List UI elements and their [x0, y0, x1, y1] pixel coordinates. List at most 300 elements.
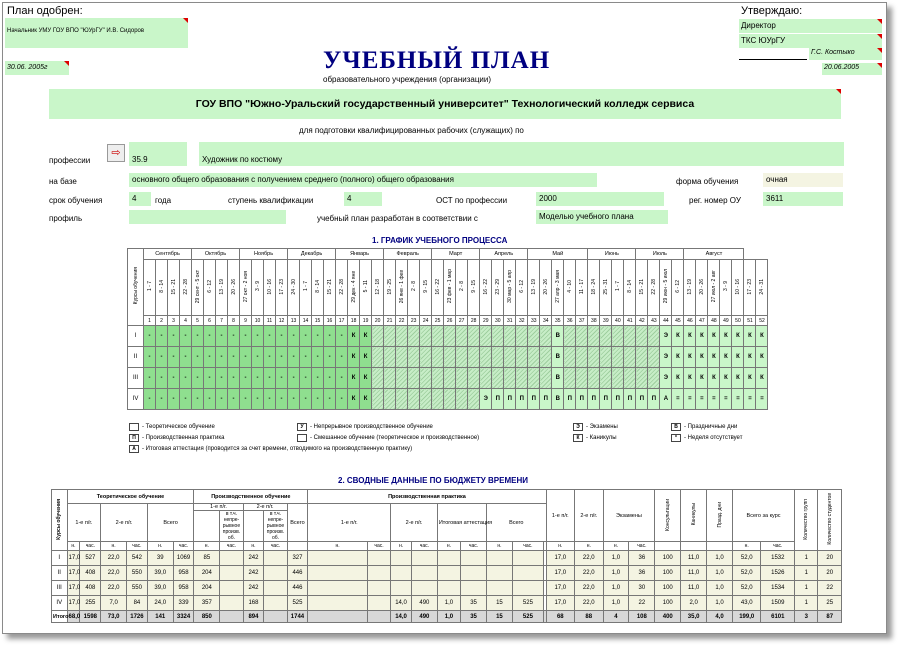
schedule-cell[interactable] — [528, 326, 540, 347]
schedule-cell[interactable] — [408, 389, 420, 410]
budget-cell[interactable]: 25 — [818, 596, 842, 611]
schedule-cell[interactable]: - — [228, 389, 240, 410]
budget-cell[interactable]: 1509 — [761, 596, 795, 611]
budget-cell[interactable]: 11,0 — [681, 581, 707, 596]
budget-cell[interactable]: 2,0 — [681, 596, 707, 611]
schedule-cell[interactable]: К — [672, 368, 684, 389]
budget-cell[interactable]: 39,0 — [147, 566, 173, 581]
budget-cell[interactable]: 85 — [194, 551, 220, 566]
budget-cell[interactable]: 1534 — [761, 581, 795, 596]
base-value[interactable]: основного общего образования с получением среднего (полного) общего образования — [129, 173, 597, 187]
budget-cell[interactable]: 15 — [487, 596, 513, 611]
schedule-cell[interactable]: К — [696, 347, 708, 368]
budget-cell[interactable]: 550 — [127, 566, 148, 581]
schedule-cell[interactable]: П — [504, 389, 516, 410]
budget-cell[interactable] — [487, 581, 513, 596]
budget-cell[interactable]: 1 — [795, 551, 818, 566]
schedule-cell[interactable]: - — [192, 347, 204, 368]
schedule-cell[interactable]: В — [552, 347, 564, 368]
schedule-cell[interactable] — [504, 368, 516, 389]
schedule-cell[interactable] — [540, 326, 552, 347]
schedule-cell[interactable] — [564, 368, 576, 389]
schedule-cell[interactable]: - — [252, 368, 264, 389]
schedule-cell[interactable]: К — [684, 347, 696, 368]
schedule-cell[interactable] — [372, 347, 384, 368]
budget-cell[interactable] — [391, 566, 412, 581]
schedule-cell[interactable]: - — [144, 347, 156, 368]
schedule-cell[interactable] — [384, 368, 396, 389]
schedule-cell[interactable] — [468, 389, 480, 410]
schedule-cell[interactable] — [648, 368, 660, 389]
schedule-cell[interactable]: - — [252, 389, 264, 410]
budget-cell[interactable]: 327 — [287, 551, 308, 566]
schedule-cell[interactable] — [540, 347, 552, 368]
schedule-cell[interactable]: П — [624, 389, 636, 410]
schedule-cell[interactable]: К — [744, 326, 756, 347]
budget-cell[interactable]: 1532 — [761, 551, 795, 566]
budget-cell[interactable]: 36 — [629, 551, 655, 566]
schedule-cell[interactable]: - — [204, 347, 216, 368]
schedule-cell[interactable] — [480, 347, 492, 368]
schedule-cell[interactable] — [468, 326, 480, 347]
schedule-cell[interactable]: П — [492, 389, 504, 410]
schedule-cell[interactable]: - — [324, 389, 336, 410]
schedule-cell[interactable]: К — [360, 389, 372, 410]
budget-cell[interactable]: 958 — [173, 566, 194, 581]
schedule-cell[interactable] — [420, 368, 432, 389]
budget-cell[interactable]: 84 — [127, 596, 148, 611]
schedule-cell[interactable]: П — [528, 389, 540, 410]
schedule-cell[interactable]: - — [204, 389, 216, 410]
schedule-cell[interactable]: - — [168, 326, 180, 347]
schedule-cell[interactable]: К — [360, 368, 372, 389]
budget-cell[interactable] — [512, 551, 543, 566]
schedule-cell[interactable]: - — [264, 326, 276, 347]
schedule-cell[interactable] — [504, 347, 516, 368]
schedule-cell[interactable]: = — [756, 389, 768, 410]
schedule-cell[interactable]: П — [516, 389, 528, 410]
budget-cell[interactable] — [461, 551, 487, 566]
budget-cell[interactable] — [264, 596, 287, 611]
schedule-cell[interactable]: - — [276, 368, 288, 389]
schedule-cell[interactable]: - — [192, 326, 204, 347]
budget-cell[interactable]: 1,0 — [707, 581, 733, 596]
budget-cell[interactable]: 35 — [461, 596, 487, 611]
budget-cell[interactable]: 22,0 — [575, 581, 603, 596]
budget-cell[interactable]: 22,0 — [101, 551, 127, 566]
schedule-cell[interactable] — [576, 368, 588, 389]
plan-value[interactable]: Моделью учебного плана — [536, 210, 668, 224]
budget-cell[interactable] — [220, 596, 243, 611]
schedule-cell[interactable]: - — [300, 389, 312, 410]
schedule-cell[interactable]: = — [672, 389, 684, 410]
budget-cell[interactable]: 17,0 — [67, 566, 80, 581]
schedule-cell[interactable]: К — [732, 368, 744, 389]
schedule-cell[interactable] — [528, 368, 540, 389]
schedule-cell[interactable]: К — [672, 347, 684, 368]
schedule-cell[interactable]: - — [300, 326, 312, 347]
schedule-cell[interactable] — [648, 347, 660, 368]
budget-cell[interactable]: 39 — [147, 551, 173, 566]
schedule-cell[interactable] — [420, 326, 432, 347]
schedule-cell[interactable]: - — [180, 389, 192, 410]
schedule-cell[interactable] — [516, 368, 528, 389]
budget-cell[interactable]: 22 — [818, 581, 842, 596]
schedule-cell[interactable] — [624, 347, 636, 368]
budget-cell[interactable]: 22,0 — [575, 551, 603, 566]
schedule-cell[interactable] — [588, 368, 600, 389]
schedule-cell[interactable]: К — [348, 347, 360, 368]
schedule-cell[interactable] — [396, 347, 408, 368]
budget-cell[interactable]: 17,0 — [546, 566, 574, 581]
schedule-cell[interactable]: В — [552, 389, 564, 410]
budget-cell[interactable] — [437, 566, 460, 581]
budget-cell[interactable]: 242 — [243, 566, 264, 581]
schedule-cell[interactable]: - — [180, 368, 192, 389]
schedule-cell[interactable]: К — [348, 389, 360, 410]
schedule-cell[interactable]: - — [240, 389, 252, 410]
schedule-cell[interactable]: - — [264, 368, 276, 389]
budget-cell[interactable] — [487, 566, 513, 581]
schedule-cell[interactable]: - — [324, 347, 336, 368]
schedule-cell[interactable] — [492, 347, 504, 368]
budget-cell[interactable]: 527 — [80, 551, 101, 566]
budget-cell[interactable] — [487, 551, 513, 566]
schedule-cell[interactable]: К — [696, 368, 708, 389]
budget-cell[interactable]: 100 — [655, 596, 681, 611]
schedule-cell[interactable] — [588, 326, 600, 347]
schedule-cell[interactable] — [420, 347, 432, 368]
level-value[interactable]: 4 — [344, 192, 382, 206]
schedule-cell[interactable] — [432, 389, 444, 410]
budget-cell[interactable] — [512, 566, 543, 581]
schedule-cell[interactable]: К — [756, 368, 768, 389]
schedule-cell[interactable] — [636, 347, 648, 368]
budget-cell[interactable]: 52,0 — [732, 566, 760, 581]
budget-cell[interactable]: 52,0 — [732, 551, 760, 566]
budget-cell[interactable]: 20 — [818, 566, 842, 581]
schedule-cell[interactable]: - — [192, 389, 204, 410]
schedule-cell[interactable] — [468, 347, 480, 368]
schedule-cell[interactable]: - — [156, 389, 168, 410]
schedule-cell[interactable] — [456, 368, 468, 389]
schedule-cell[interactable]: - — [300, 347, 312, 368]
budget-cell[interactable]: 1 — [795, 566, 818, 581]
schedule-cell[interactable]: - — [216, 326, 228, 347]
schedule-cell[interactable]: - — [336, 326, 348, 347]
schedule-cell[interactable]: - — [288, 347, 300, 368]
budget-cell[interactable]: 17,0 — [67, 596, 80, 611]
schedule-cell[interactable] — [612, 368, 624, 389]
budget-cell[interactable] — [411, 566, 437, 581]
budget-cell[interactable]: 1,0 — [707, 566, 733, 581]
schedule-cell[interactable] — [648, 326, 660, 347]
schedule-cell[interactable]: К — [732, 347, 744, 368]
schedule-cell[interactable] — [600, 326, 612, 347]
study-form-value[interactable]: очная — [763, 173, 843, 187]
schedule-cell[interactable] — [372, 326, 384, 347]
budget-cell[interactable]: 255 — [80, 596, 101, 611]
arrow-right-icon[interactable]: ⇨ — [107, 144, 125, 162]
schedule-cell[interactable] — [492, 326, 504, 347]
budget-cell[interactable] — [220, 551, 243, 566]
schedule-cell[interactable] — [516, 347, 528, 368]
budget-cell[interactable] — [264, 566, 287, 581]
budget-cell[interactable]: 14,0 — [391, 596, 412, 611]
schedule-cell[interactable] — [432, 326, 444, 347]
schedule-cell[interactable]: - — [216, 347, 228, 368]
schedule-cell[interactable] — [636, 326, 648, 347]
confirm-date[interactable]: 20.06.2005 — [822, 63, 882, 75]
schedule-cell[interactable] — [372, 368, 384, 389]
schedule-cell[interactable] — [600, 368, 612, 389]
budget-cell[interactable]: 22,0 — [101, 566, 127, 581]
budget-cell[interactable] — [308, 551, 368, 566]
budget-cell[interactable] — [264, 551, 287, 566]
budget-cell[interactable]: 357 — [194, 596, 220, 611]
schedule-cell[interactable]: - — [312, 368, 324, 389]
schedule-cell[interactable]: К — [672, 326, 684, 347]
schedule-cell[interactable]: П — [600, 389, 612, 410]
schedule-cell[interactable]: - — [240, 326, 252, 347]
budget-cell[interactable]: 1 — [795, 581, 818, 596]
schedule-cell[interactable] — [576, 326, 588, 347]
schedule-cell[interactable]: - — [168, 347, 180, 368]
schedule-cell[interactable]: К — [732, 326, 744, 347]
schedule-cell[interactable]: - — [312, 389, 324, 410]
budget-cell[interactable]: 1,0 — [437, 596, 460, 611]
schedule-cell[interactable]: А — [660, 389, 672, 410]
schedule-cell[interactable] — [492, 368, 504, 389]
schedule-cell[interactable] — [468, 368, 480, 389]
schedule-cell[interactable]: К — [708, 347, 720, 368]
approve-signer[interactable]: Начальник УМУ ГОУ ВПО "ЮУрГУ" И.В. Сидоров — [5, 18, 188, 48]
schedule-cell[interactable] — [432, 347, 444, 368]
budget-cell[interactable]: 7,0 — [101, 596, 127, 611]
budget-cell[interactable]: 204 — [194, 566, 220, 581]
schedule-cell[interactable]: - — [168, 368, 180, 389]
budget-cell[interactable]: 1,0 — [707, 596, 733, 611]
budget-cell[interactable]: 408 — [80, 566, 101, 581]
schedule-cell[interactable] — [612, 326, 624, 347]
schedule-cell[interactable]: - — [312, 347, 324, 368]
schedule-cell[interactable]: К — [708, 326, 720, 347]
schedule-cell[interactable] — [408, 368, 420, 389]
budget-cell[interactable]: 100 — [655, 581, 681, 596]
budget-cell[interactable]: 339 — [173, 596, 194, 611]
schedule-cell[interactable]: К — [348, 368, 360, 389]
schedule-cell[interactable] — [564, 326, 576, 347]
schedule-cell[interactable]: - — [324, 368, 336, 389]
schedule-cell[interactable] — [600, 347, 612, 368]
schedule-cell[interactable]: - — [264, 347, 276, 368]
schedule-cell[interactable] — [516, 326, 528, 347]
schedule-cell[interactable]: В — [552, 326, 564, 347]
schedule-cell[interactable]: - — [144, 326, 156, 347]
budget-cell[interactable] — [220, 581, 243, 596]
schedule-cell[interactable]: - — [288, 368, 300, 389]
schedule-cell[interactable]: - — [252, 347, 264, 368]
budget-cell[interactable]: 525 — [287, 596, 308, 611]
schedule-cell[interactable] — [576, 347, 588, 368]
budget-cell[interactable] — [367, 596, 390, 611]
schedule-cell[interactable]: - — [336, 368, 348, 389]
schedule-cell[interactable] — [480, 368, 492, 389]
schedule-cell[interactable]: - — [324, 326, 336, 347]
schedule-cell[interactable] — [384, 326, 396, 347]
schedule-cell[interactable]: = — [696, 389, 708, 410]
schedule-cell[interactable]: К — [756, 347, 768, 368]
budget-cell[interactable]: 542 — [127, 551, 148, 566]
schedule-cell[interactable]: П — [648, 389, 660, 410]
budget-cell[interactable]: 100 — [655, 566, 681, 581]
budget-cell[interactable] — [264, 581, 287, 596]
schedule-cell[interactable] — [588, 347, 600, 368]
schedule-cell[interactable] — [480, 326, 492, 347]
budget-cell[interactable] — [391, 551, 412, 566]
schedule-cell[interactable]: П — [540, 389, 552, 410]
schedule-cell[interactable]: К — [720, 326, 732, 347]
budget-cell[interactable]: 43,0 — [732, 596, 760, 611]
schedule-cell[interactable] — [540, 368, 552, 389]
schedule-cell[interactable]: - — [264, 389, 276, 410]
budget-cell[interactable] — [367, 566, 390, 581]
schedule-cell[interactable]: - — [240, 368, 252, 389]
budget-cell[interactable]: 446 — [287, 566, 308, 581]
budget-cell[interactable]: 100 — [655, 551, 681, 566]
schedule-cell[interactable]: - — [300, 368, 312, 389]
budget-cell[interactable] — [308, 596, 368, 611]
budget-cell[interactable]: 204 — [194, 581, 220, 596]
budget-cell[interactable] — [411, 581, 437, 596]
schedule-cell[interactable]: К — [708, 368, 720, 389]
schedule-cell[interactable] — [384, 347, 396, 368]
schedule-cell[interactable]: - — [288, 326, 300, 347]
budget-cell[interactable]: 52,0 — [732, 581, 760, 596]
schedule-cell[interactable]: - — [228, 368, 240, 389]
budget-cell[interactable]: 17,0 — [546, 551, 574, 566]
schedule-cell[interactable] — [624, 368, 636, 389]
schedule-cell[interactable]: - — [180, 326, 192, 347]
budget-cell[interactable]: 490 — [411, 596, 437, 611]
confirm-org[interactable]: ТКС ЮУрГУ — [739, 34, 882, 48]
budget-cell[interactable]: 17,0 — [67, 581, 80, 596]
budget-cell[interactable]: 1,0 — [603, 566, 629, 581]
schedule-cell[interactable]: - — [156, 347, 168, 368]
budget-cell[interactable] — [437, 551, 460, 566]
budget-cell[interactable]: 1,0 — [603, 551, 629, 566]
schedule-cell[interactable] — [636, 368, 648, 389]
approve-date[interactable]: 30.06. 2005г — [5, 61, 69, 75]
budget-cell[interactable]: 168 — [243, 596, 264, 611]
budget-cell[interactable]: 1 — [795, 596, 818, 611]
budget-cell[interactable]: 36 — [629, 566, 655, 581]
schedule-cell[interactable] — [456, 347, 468, 368]
schedule-cell[interactable]: - — [216, 368, 228, 389]
budget-cell[interactable]: 22,0 — [575, 596, 603, 611]
schedule-cell[interactable]: - — [276, 347, 288, 368]
schedule-cell[interactable]: - — [216, 389, 228, 410]
budget-cell[interactable]: 22 — [629, 596, 655, 611]
schedule-cell[interactable]: К — [360, 347, 372, 368]
schedule-cell[interactable]: - — [204, 326, 216, 347]
schedule-cell[interactable] — [456, 326, 468, 347]
budget-cell[interactable]: 446 — [287, 581, 308, 596]
schedule-cell[interactable] — [528, 347, 540, 368]
budget-cell[interactable]: 242 — [243, 581, 264, 596]
schedule-cell[interactable]: - — [336, 389, 348, 410]
schedule-cell[interactable]: К — [720, 347, 732, 368]
reg-value[interactable]: 3611 — [763, 192, 843, 206]
schedule-cell[interactable] — [504, 326, 516, 347]
schedule-cell[interactable]: - — [276, 389, 288, 410]
budget-cell[interactable]: 20 — [818, 551, 842, 566]
schedule-cell[interactable] — [456, 389, 468, 410]
schedule-cell[interactable] — [408, 326, 420, 347]
budget-cell[interactable]: 17,0 — [67, 551, 80, 566]
schedule-cell[interactable]: = — [708, 389, 720, 410]
budget-cell[interactable]: 550 — [127, 581, 148, 596]
schedule-cell[interactable]: К — [744, 347, 756, 368]
schedule-cell[interactable]: - — [228, 326, 240, 347]
schedule-cell[interactable]: К — [360, 326, 372, 347]
schedule-cell[interactable] — [408, 347, 420, 368]
schedule-cell[interactable] — [444, 326, 456, 347]
budget-cell[interactable]: 1,0 — [707, 551, 733, 566]
schedule-cell[interactable]: - — [276, 326, 288, 347]
budget-cell[interactable]: 1,0 — [603, 596, 629, 611]
budget-cell[interactable]: 17,0 — [546, 596, 574, 611]
schedule-cell[interactable]: - — [336, 347, 348, 368]
schedule-cell[interactable]: К — [684, 326, 696, 347]
confirm-post[interactable]: Директор — [739, 19, 882, 33]
budget-cell[interactable] — [308, 566, 368, 581]
budget-cell[interactable]: 1069 — [173, 551, 194, 566]
budget-cell[interactable]: 22,0 — [101, 581, 127, 596]
schedule-cell[interactable]: П — [636, 389, 648, 410]
schedule-cell[interactable]: = — [744, 389, 756, 410]
schedule-cell[interactable]: - — [240, 347, 252, 368]
schedule-cell[interactable] — [624, 326, 636, 347]
budget-cell[interactable] — [437, 581, 460, 596]
budget-cell[interactable]: 408 — [80, 581, 101, 596]
schedule-cell[interactable] — [432, 368, 444, 389]
schedule-cell[interactable]: = — [732, 389, 744, 410]
budget-cell[interactable]: 525 — [512, 596, 543, 611]
schedule-cell[interactable] — [396, 368, 408, 389]
schedule-cell[interactable]: - — [252, 326, 264, 347]
schedule-cell[interactable]: - — [180, 347, 192, 368]
budget-cell[interactable]: 39,0 — [147, 581, 173, 596]
budget-cell[interactable]: 1526 — [761, 566, 795, 581]
schedule-cell[interactable] — [444, 347, 456, 368]
budget-cell[interactable]: 242 — [243, 551, 264, 566]
budget-cell[interactable]: 1,0 — [603, 581, 629, 596]
schedule-cell[interactable]: Э — [660, 368, 672, 389]
confirm-name[interactable]: Г.С. Костыко — [809, 48, 882, 60]
budget-cell[interactable] — [220, 566, 243, 581]
schedule-cell[interactable] — [612, 347, 624, 368]
schedule-cell[interactable]: П — [576, 389, 588, 410]
schedule-cell[interactable] — [444, 389, 456, 410]
schedule-cell[interactable]: К — [756, 326, 768, 347]
schedule-cell[interactable]: - — [204, 368, 216, 389]
schedule-cell[interactable]: = — [684, 389, 696, 410]
schedule-cell[interactable] — [372, 389, 384, 410]
schedule-cell[interactable] — [384, 389, 396, 410]
schedule-cell[interactable]: - — [288, 389, 300, 410]
term-value[interactable]: 4 — [129, 192, 151, 206]
